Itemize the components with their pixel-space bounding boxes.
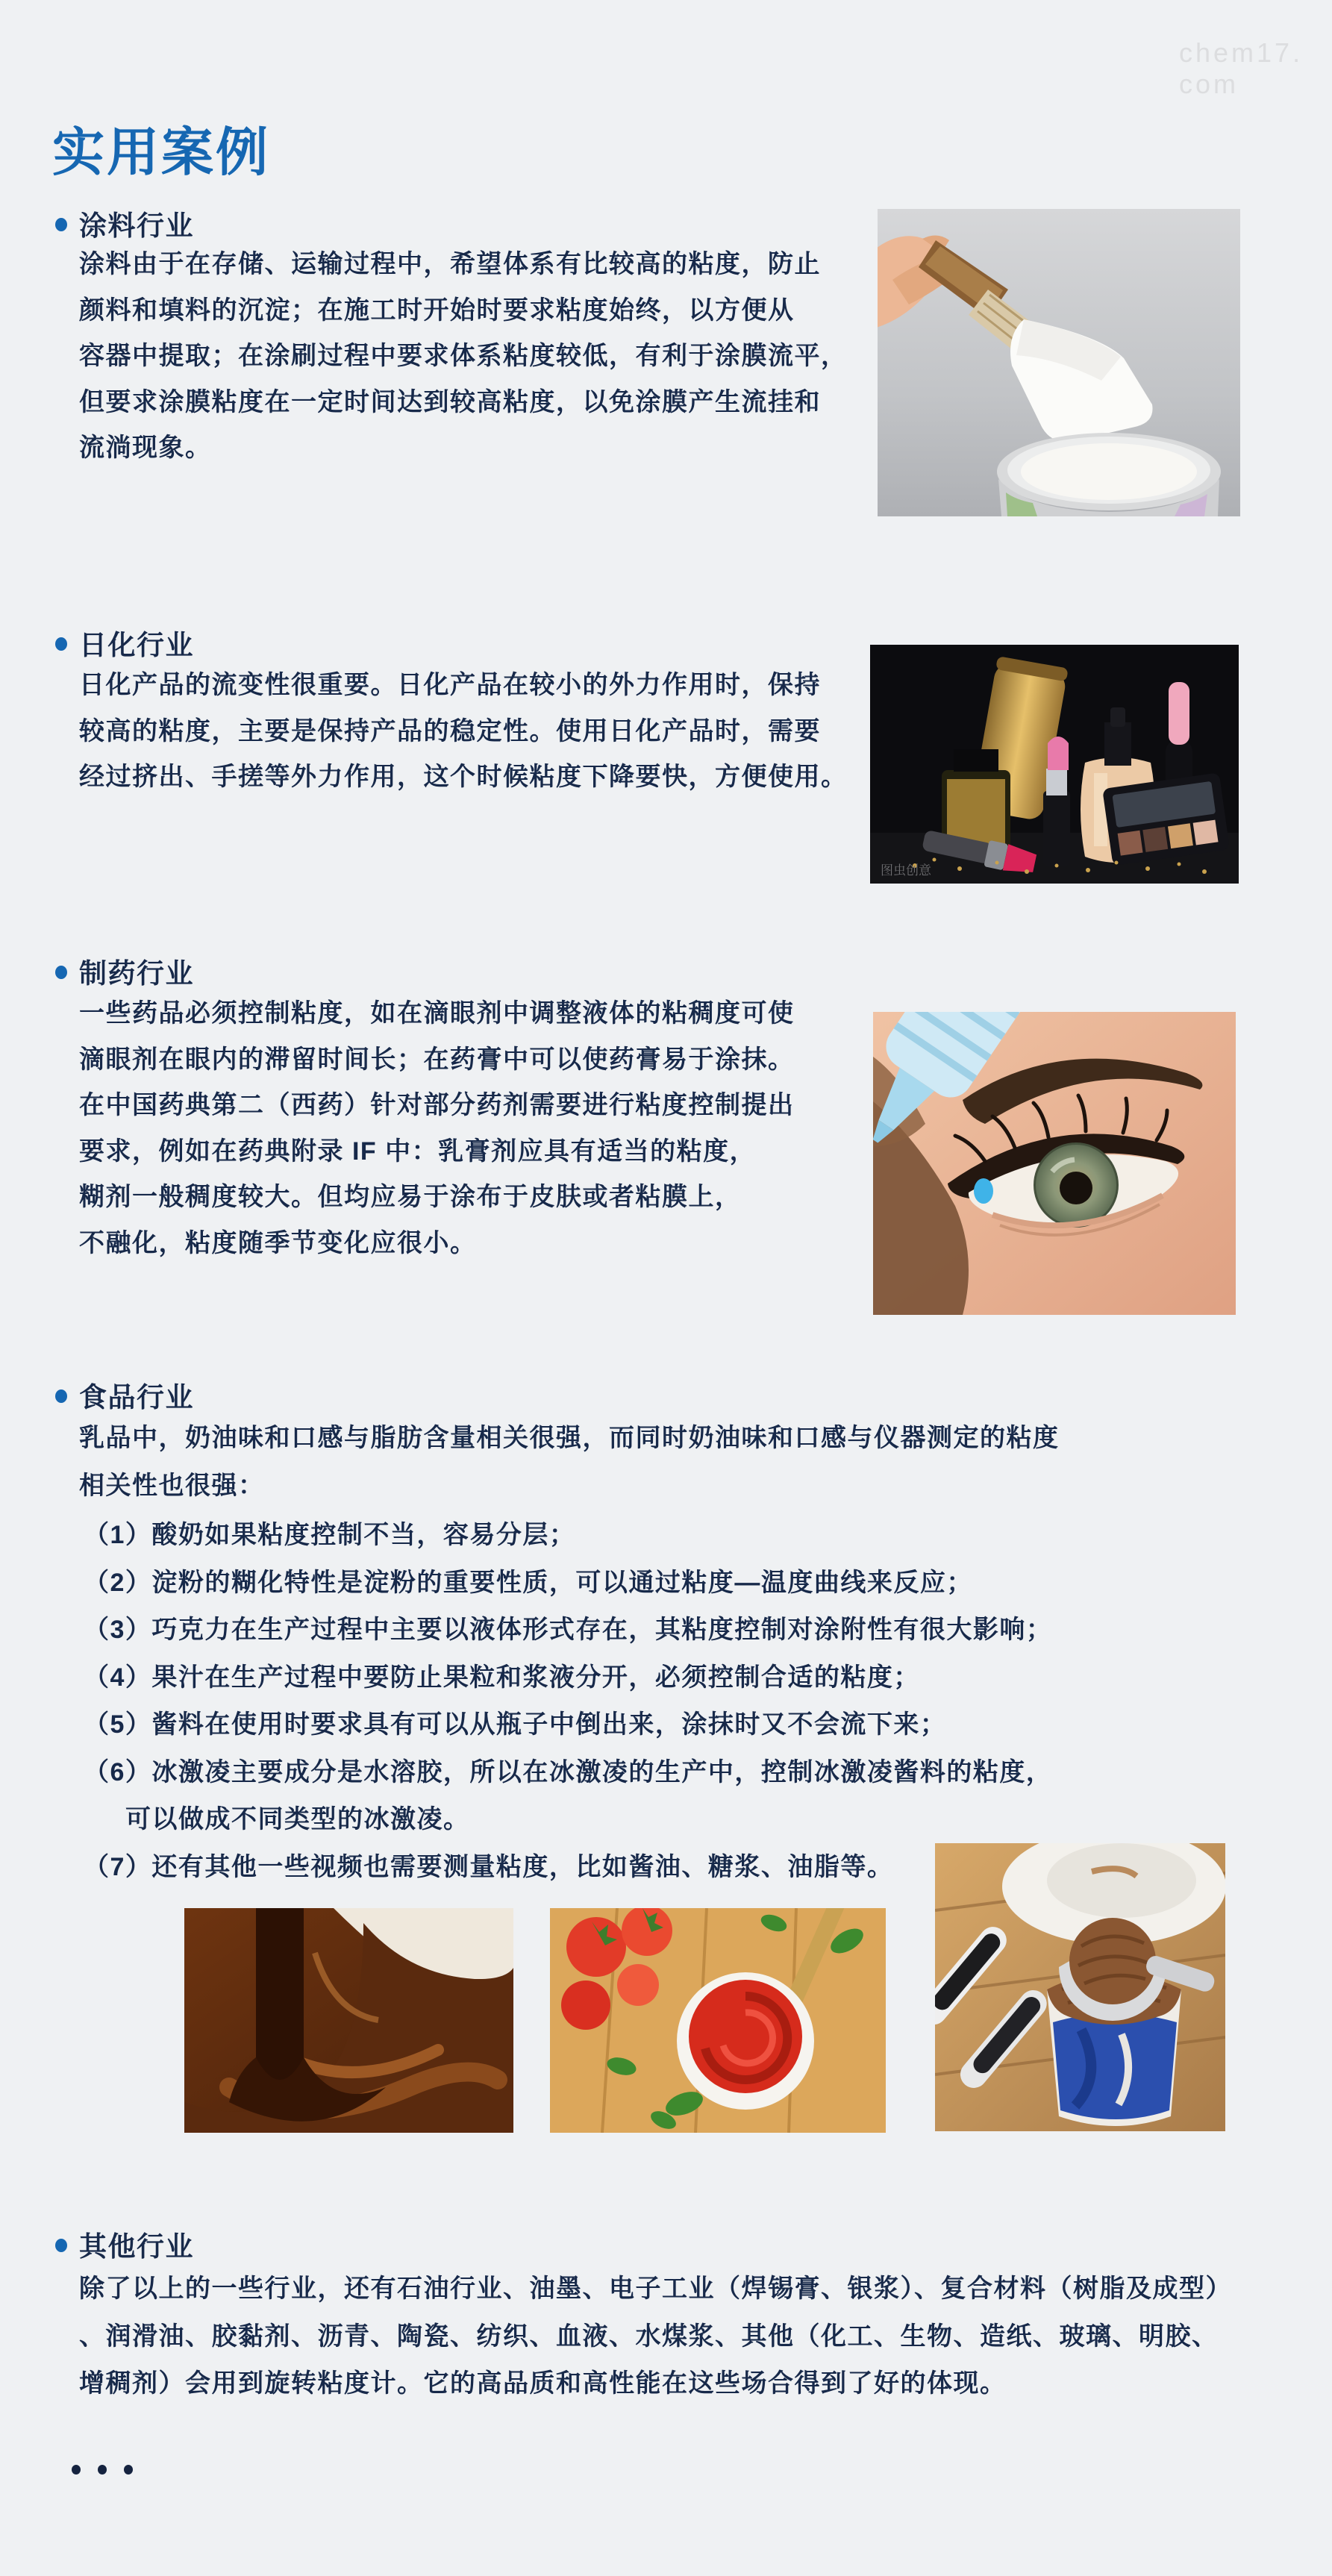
section-heading-coating: 涂料行业	[79, 210, 194, 241]
paint-brush-image	[878, 209, 1240, 516]
list-item: （6）冰激凌主要成分是水溶胶，所以在冰激凌的生产中，控制冰激凌酱料的粘度，	[84, 1757, 1053, 1786]
image-watermark: 图虫创意	[881, 863, 931, 878]
bullet-icon	[55, 2239, 67, 2252]
text-line: 不融化，粘度随季节变化应很小。	[79, 1228, 477, 1257]
text-line: 糊剂一般稠度较大。但均应易于涂布于皮肤或者粘膜上，	[79, 1183, 742, 1211]
ketchup-bowl-image	[550, 1908, 886, 2133]
text-line: 一些药品必须控制粘度，如在滴眼剂中调整液体的粘稠度可使	[79, 999, 795, 1028]
melted-chocolate-image	[184, 1908, 513, 2133]
list-item: （5）酱料在使用时要求具有可以从瓶子中倒出来，涂抹时又不会流下来；	[84, 1710, 947, 1739]
cosmetics-image	[870, 645, 1239, 884]
text-line: 除了以上的一些行业，还有石油行业、油墨、电子工业（焊锡膏、银浆）、复合材料（树脂及成型）	[79, 2275, 1232, 2303]
page-title: 实用案例	[52, 123, 270, 181]
section-heading-other: 其他行业	[79, 2231, 194, 2262]
text-line: 较高的粘度，主要是保持产品的稳定性。使用日化产品时，需要	[79, 716, 821, 745]
section-intro-food	[79, 1415, 1060, 1510]
bullet-icon	[55, 1389, 67, 1403]
text-line: 流淌现象。	[79, 434, 212, 462]
text-line: 、润滑油、胶黏剂、沥青、陶瓷、纺织、血液、水煤浆、其他（化工、生物、造纸、玻璃、明胶、	[79, 2322, 1219, 2351]
text-line: 但要求涂膜粘度在一定时间达到较高粘度，以免涂膜产生流挂和	[79, 387, 821, 416]
bullet-icon	[55, 218, 67, 231]
section-heading-pharma: 制药行业	[79, 958, 194, 989]
section-body-coating	[79, 242, 848, 472]
section-body-daily	[79, 663, 848, 801]
list-item-continuation: 可以做成不同类型的冰激凌。	[125, 1805, 470, 1833]
ellipsis-dot	[98, 2465, 107, 2475]
text-line: 乳品中，奶油味和口感与脂肪含量相关很强，而同时奶油味和口感与仪器测定的粘度	[79, 1424, 1060, 1452]
text-line: 经过挤出、手搓等外力作用，这个时候粘度下降要快，方便使用。	[79, 763, 848, 791]
list-item: （7）还有其他一些视频也需要测量粘度，比如酱油、糖浆、油脂等。	[84, 1852, 894, 1881]
list-item: （2）淀粉的糊化特性是淀粉的重要性质，可以通过粘度—温度曲线来反应；	[84, 1568, 973, 1597]
ellipsis-dots	[72, 2465, 133, 2475]
ice-cream-scoop-image	[935, 1843, 1225, 2131]
text-line: 要求，例如在药典附录 IF 中：乳膏剂应具有适当的粘度，	[79, 1137, 757, 1166]
bullet-icon	[55, 966, 67, 979]
text-line: 在中国药典第二（西药）针对部分药剂需要进行粘度控制提出	[79, 1091, 795, 1119]
text-line: 滴眼剂在眼内的滞留时间长；在药膏中可以使药膏易于涂抹。	[79, 1045, 795, 1074]
list-item: （4）果汁在生产过程中要防止果粒和浆液分开，必须控制合适的粘度；	[84, 1663, 920, 1692]
bullet-icon	[55, 637, 67, 651]
ellipsis-dot	[72, 2465, 81, 2475]
text-line: 容器中提取；在涂刷过程中要求体系粘度较低，有利于涂膜流平，	[79, 342, 848, 370]
eye-drop-image	[873, 1012, 1236, 1315]
text-line: 相关性也很强：	[79, 1471, 265, 1500]
text-line: 颜料和填料的沉淀；在施工时开始时要求粘度始终，以方便从	[79, 296, 795, 325]
text-line: 日化产品的流变性很重要。日化产品在较小的外力作用时，保持	[79, 671, 821, 699]
ellipsis-dot	[124, 2465, 133, 2475]
section-heading-food: 食品行业	[79, 1382, 194, 1413]
section-body-other	[79, 2266, 1232, 2408]
site-watermark: chem17. com	[1179, 37, 1304, 99]
list-item: （3）巧克力在生产过程中主要以液体形式存在，其粘度控制对涂附性有很大影响；	[84, 1616, 1053, 1644]
section-body-pharma	[79, 991, 795, 1266]
list-item: （1）酸奶如果粘度控制不当，容易分层；	[84, 1521, 576, 1549]
text-line: 涂料由于在存储、运输过程中，希望体系有比较高的粘度，防止	[79, 250, 821, 278]
section-items-food	[84, 1512, 1052, 1891]
text-line: 增稠剂）会用到旋转粘度计。它的高品质和高性能在这些场合得到了好的体现。	[79, 2369, 1007, 2398]
section-heading-daily: 日化行业	[79, 630, 194, 660]
